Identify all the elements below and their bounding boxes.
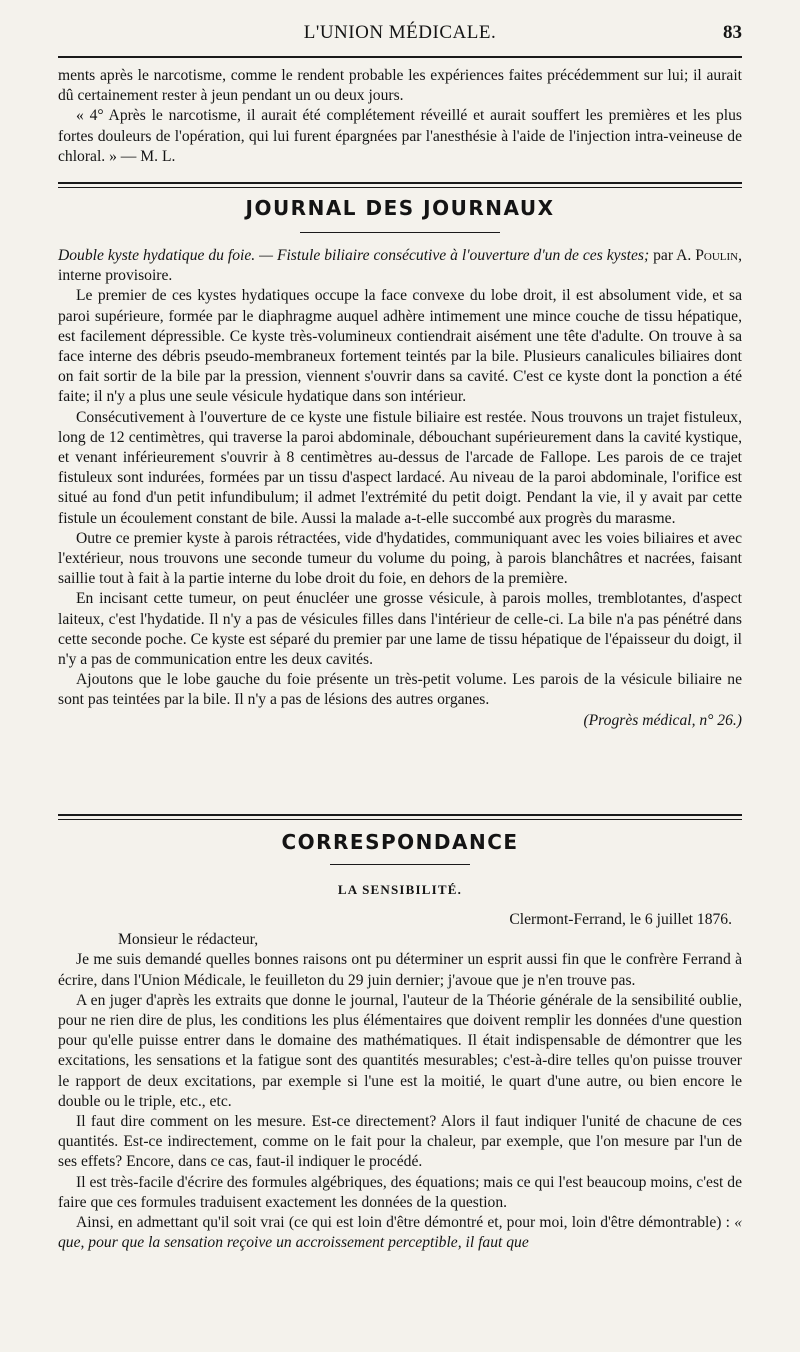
paragraph: A en juger d'après les extraits que donne le journal, l'auteur de la Théorie générale de la sensibilité oublie, pour ne rien dire de plus, les conditions les plus élémentaires que doivent remplir les données d'une question pour qu'elle puisse entrer dans le domaine des mathématiques. Il était indispensable de démontrer que les excitations, les sensations et la fatigue sont des quantités mesurables; c'est-à-dire telles qu'on puisse trouver le rapport de deux excitations, par exemple si l'une est la moitié, le quart d'une autre, ou bien encore le double ou le triple, etc., etc. (58, 991, 742, 1110)
paragraph: Le premier de ces kystes hydatiques occupe la face convexe du lobe droit, il est absolument vide, et sa paroi supérieure, formée par le diaphragme auquel adhère intimement une mince couche de tissu hépatique, est facilement dépressible. Ce kyste très-volumineux contiendrait aisément une tête d'adulte. On trouve à sa face interne des débris pseudo-membraneux fortement teintés par la bile. Plusieurs canalicules biliaires dont on fait sortir de la bile par la pression, viennent s'ouvrir dans sa cavité. C'est ce kyste dont la ponction a été faite; il n'y a plus une seule vésicule hydatique dans son intérieur. (58, 287, 742, 406)
byline-prefix: par A. (653, 247, 692, 264)
section-rule (58, 819, 742, 820)
section-title: CORRESPONDANCE (281, 830, 519, 854)
letter (58, 910, 742, 1253)
paragraph-start: Ainsi, en admettant qu'il soit vrai (ce qui est loin d'être démontré et, pour moi, loin d'être démontrable) : (76, 1214, 731, 1232)
journal-article (58, 246, 742, 731)
article-heading (58, 246, 742, 286)
article-author: Poulin (695, 247, 739, 264)
page-header (58, 20, 742, 46)
journal-section (58, 196, 742, 220)
section-rule (58, 187, 742, 188)
article-title: Double kyste hydatique du foie. — Fistule biliaire consécutive à l'ouverture d'un de ces kystes; (58, 247, 650, 264)
title-underline (330, 864, 470, 865)
paragraph: Consécutivement à l'ouverture de ce kyste une fistule biliaire est restée. Nous trouvons un trajet fistuleux, long de 12 centimètres, qui traverse la paroi abdominale, débouchant supérieurement dans la cavité kystique, et venant inférieurement s'ouvrir à 8 centimètres au-dessus de l'arcade de Fallope. Les parois de ce trajet fistuleux sont indurées, formées par un tissu d'aspect lardacé. Au niveau de la paroi abdominale, l'orifice est situé au fond d'un petit infundibulum; il admet l'extrémité du petit doigt. Pendant la vie, il y avait par cette fistule un écoulement constant de bile. Aussi la malade a-t-elle succombé aux progrès du marasme. (58, 408, 742, 527)
section-rule (58, 182, 742, 184)
byline-suffix: , interne provisoire. (58, 247, 743, 285)
paragraph: Il est très-facile d'écrire des formules algébriques, des équations; mais ce qui l'est beaucoup moins, c'est de faire que ces formules traduisent exactement les données de la question. (58, 1173, 742, 1211)
correspondance-subtitle: LA SENSIBILITÉ. (337, 882, 463, 897)
paragraph: En incisant cette tumeur, on peut énucléer une grosse vésicule, à parois molles, tremblotantes, d'aspect laiteux, c'est l'hydatide. Il n'y a pas de vésicules filles dans l'intérieur de celle-ci. La bile n'a pas pénétré dans cette seconde poche. Ce kyste est séparé du premier par une lame de tissu hépatique de l'épaisseur du doigt, il n'y a pas de communication entre les deux cavités. (58, 590, 742, 669)
paragraph: Je me suis demandé quelles bonnes raisons ont pu déterminer un esprit aussi fin que le confrère Ferrand à écrire, dans l'Union Médicale, le feuilleton du 29 juin dernier; j'avoue que je n'en trouve pas. (58, 951, 742, 989)
correspondance-subtitle-block (58, 882, 742, 898)
correspondance-section (58, 830, 742, 854)
paragraph: « 4° Après le narcotisme, il aurait été complétement réveillé et aurait souffert les premières et les plus fortes douleurs de l'opération, qui lui furent épargnées par l'anesthésie à l'aide de l'injection intra-veineuse de chloral. » — M. L. (58, 107, 742, 165)
paragraph: Outre ce premier kyste à parois rétractées, vide d'hydatides, communiquant avec les voies biliaires et avec l'extérieur, nous trouvons une seconde tumeur du volume du poing, à parois blanchâtres et nacrées, faisant saillie tout à fait à la partie interne du lobe droit du foie, en dehors de la première. (58, 529, 742, 588)
top-section (58, 66, 742, 167)
paragraph (58, 1213, 742, 1253)
page-number: 83 (723, 22, 742, 43)
paragraph: ments après le narcotisme, comme le rendent probable les expériences faites précédemment sur lui; il aurait dû certainement rester à jeun pendant un ou deux jours. (58, 67, 742, 105)
section-rule (58, 814, 742, 816)
article-source: (Progrès médical, n° 26.) (583, 711, 742, 729)
paragraph: Ajoutons que le lobe gauche du foie présente un très-petit volume. Les parois de la vésicule biliaire ne sont pas teintées par la bile. Il n'y a pas de lésions des autres organes. (58, 671, 742, 709)
running-title: L'UNION MÉDICALE. (303, 22, 497, 43)
title-underline (300, 232, 500, 233)
quoted-text: « que, pour que la sensation reçoive un accroissement perceptible, il faut que (58, 1214, 742, 1252)
letter-salutation: Monsieur le rédacteur, (118, 931, 259, 949)
header-rule (58, 56, 742, 58)
paragraph: Il faut dire comment on les mesure. Est-ce directement? Alors il faut indiquer l'unité de chacune de ces quantités. Est-ce indirectement, comme on le fait pour la chaleur, par exemple, que l'on mesure par l'un de ses effets? Encore, dans ce cas, faut-il indiquer le procédé. (58, 1113, 742, 1171)
letter-place-date: Clermont-Ferrand, le 6 juillet 1876. (509, 911, 732, 928)
section-title: JOURNAL DES JOURNAUX (245, 196, 555, 220)
